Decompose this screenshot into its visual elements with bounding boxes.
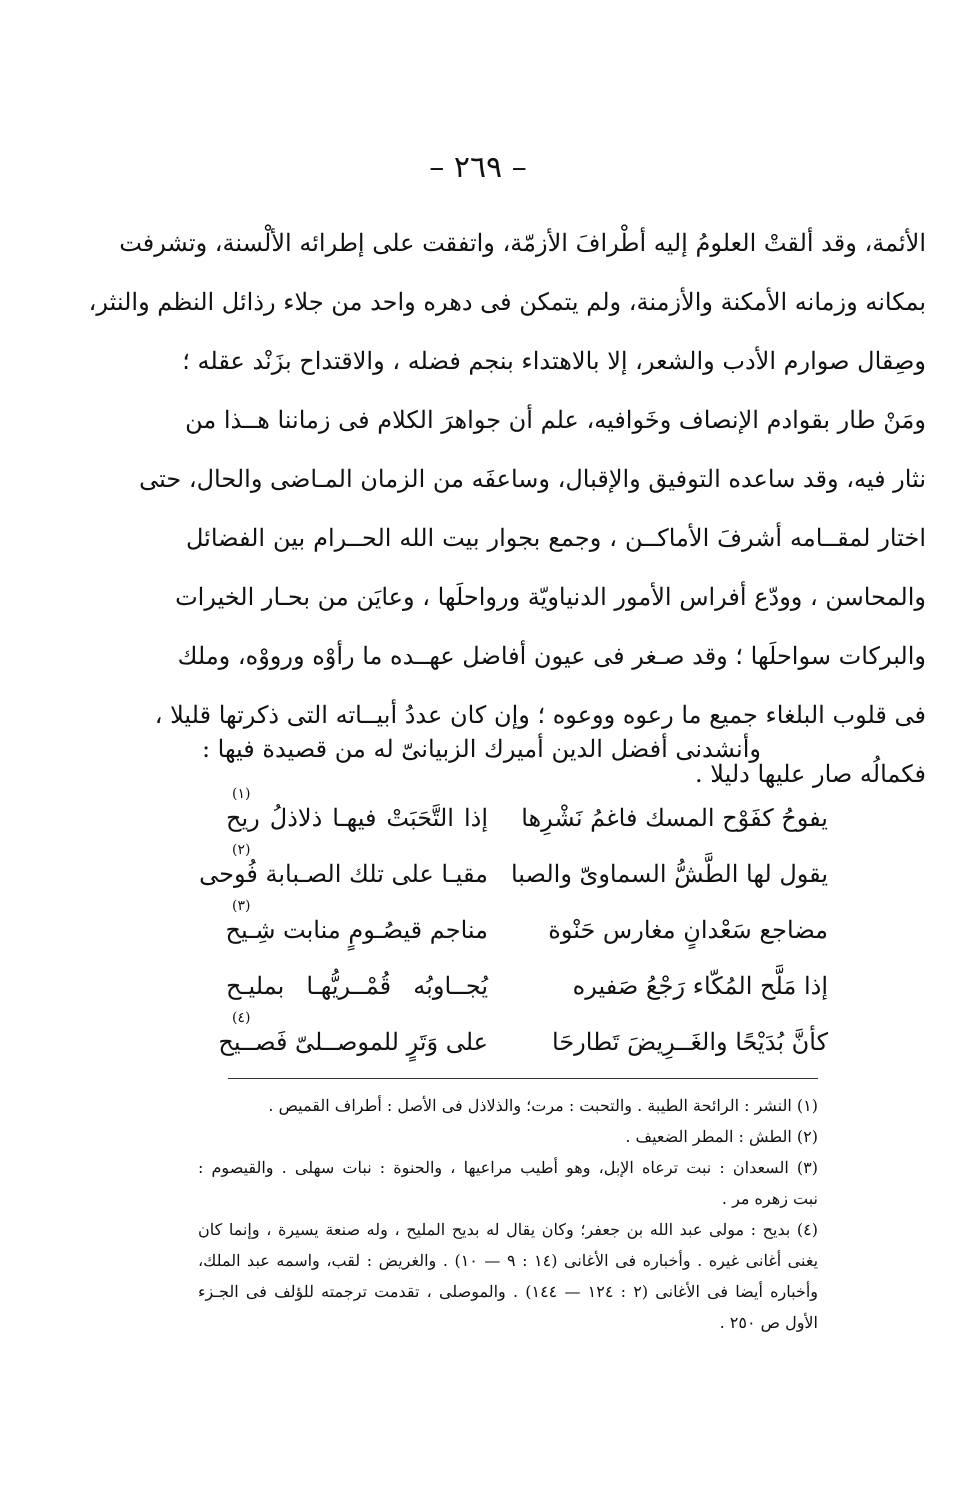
poem-first-hemistich: يقول لها الطَّشُّ السماوىّ والصبا: [510, 860, 828, 888]
footnote-line: (٤) بديح : مولى عبد الله بن جعفر؛ وكان يقال له بديح المليح ، وله صنعة يسيرة ، وإنما كان: [198, 1220, 819, 1239]
body-line: فى قلوب البلغاء جميع ما رعوه ووعوه ؛ وإن كان عددُ أبيــاته التى ذكرتها قليلا ،: [154, 701, 926, 729]
footnote-line: يغنى أغانى غيره . وأخباره فى الأغانى (١٤ : ٩ — ١٠) . والغريض : لقب، واسمه عبد الملك،: [198, 1251, 819, 1270]
poem-second-hemistich: مناجم قيصُـومٍ منابت شِـيح: [225, 916, 488, 944]
body-text: [88, 214, 926, 804]
body-line: فكمالُه صار عليها دليلا .: [695, 760, 926, 788]
poem-verse: [226, 786, 828, 848]
body-line: والبركات سواحلَها ؛ وقد صـغر فى عيون أفاضل عهــده ما رأوْه ورووْه، وملك: [177, 642, 926, 670]
footnote-line: (٣) السعدان : نبت ترعاه الإبل، وهو أطيب مراعيها ، والحنوة : نبات سهلى . والقيصوم :: [198, 1158, 818, 1177]
poem-second-hemistich: إذا التَّحَبَتْ فيهـا ذلاذلُ ريح: [226, 804, 488, 832]
poem-second-hemistich: على وَتَرٍ للموصــلىّ فَصــيح: [218, 1028, 488, 1056]
footnote-line: نبت زهره مر .: [721, 1189, 818, 1208]
poem-verse: [199, 842, 828, 904]
poem-verse: [218, 1010, 828, 1072]
poem-second-hemistich: مقيـا على تلك الصـبابة فُوحى: [199, 860, 488, 888]
footnote-line: (٢) الطش : المطر الضعيف .: [625, 1127, 818, 1146]
poem-intro: وأنشدنى أفضل الدين أميرك الزبيانىّ له من قصيدة فيها :: [201, 735, 761, 763]
footnote-ref: (٤): [232, 1010, 251, 1026]
body-line: والمحاسن ، وودّع أفراس الأمور الدنياويّة ورواحلَها ، وعايَن من بحـار الخيرات: [175, 583, 926, 611]
footnote-divider: [228, 1078, 818, 1079]
footnote-line: (١) النشر : الرائحة الطيبة . والتحبت : مرت؛ والذلاذل فى الأصل : أطراف القميص .: [268, 1096, 818, 1115]
poem-first-hemistich: كأنَّ بُدَيْحًا والغَــرِيضَ تَطارحَا: [552, 1028, 828, 1056]
body-line: ومَنْ طار بقوادم الإنصاف وخَوافيه، علم أن جواهرَ الكلام فى زماننا هــذا من: [185, 406, 926, 434]
footnote-ref: (٢): [232, 842, 251, 858]
footnote-line: الأول ص ٢٥٠ .: [719, 1313, 818, 1332]
footnotes: [198, 1090, 818, 1338]
footnote-ref: (١): [232, 786, 251, 802]
footnote-ref: (٣): [232, 898, 251, 914]
body-line: نثار فيه، وقد ساعده التوفيق والإقبال، وساعفَه من الزمان المـاضى والحال، حتى: [139, 465, 926, 493]
poem-first-hemistich: إذا مَلَّح المُكّاء رَجْعُ صَفيره: [572, 972, 828, 1000]
body-line: وصِقال صوارم الأدب والشعر، إلا بالاهتداء بنجم فضله ، والاقتداح بزَنْد عقله ؛: [182, 347, 926, 375]
body-line: بمكانه وزمانه الأمكنة والأزمنة، ولم يتمكن فى دهره واحد من جلاء رذائل النظم والنثر،: [88, 288, 926, 316]
poem-verse: [228, 960, 828, 1016]
body-line: الأئمة، وقد ألقتْ العلومُ إليه أطْرافَ الأزمّة، واتفقت على إطرائه الألْسنة، وتشرفت: [119, 229, 926, 257]
page-number: – ٢٦٩ –: [429, 150, 527, 185]
poem-first-hemistich: مضاجع سَعْدانٍ مغارس حَنْوة: [548, 916, 828, 944]
poem-second-hemistich: يُجــاوبُه قُمْــريُّهـا بمليـح: [226, 972, 488, 1000]
body-line: اختار لمقــامه أشرفَ الأماكــن ، وجمع بجوار بيت الله الحــرام بين الفضائل: [186, 524, 926, 552]
footnote-line: وأخباره أيضا فى الأغانى (٢ : ١٢٤ — ١٤٤) . والموصلى ، تقدمت ترجمته للؤلف فى الجـزء: [198, 1282, 818, 1301]
poem: [199, 786, 828, 1072]
poem-first-hemistich: يفوحُ كفَوْح المسك فاغمُ نَشْرِها: [521, 804, 828, 832]
poem-verse: [225, 898, 828, 960]
